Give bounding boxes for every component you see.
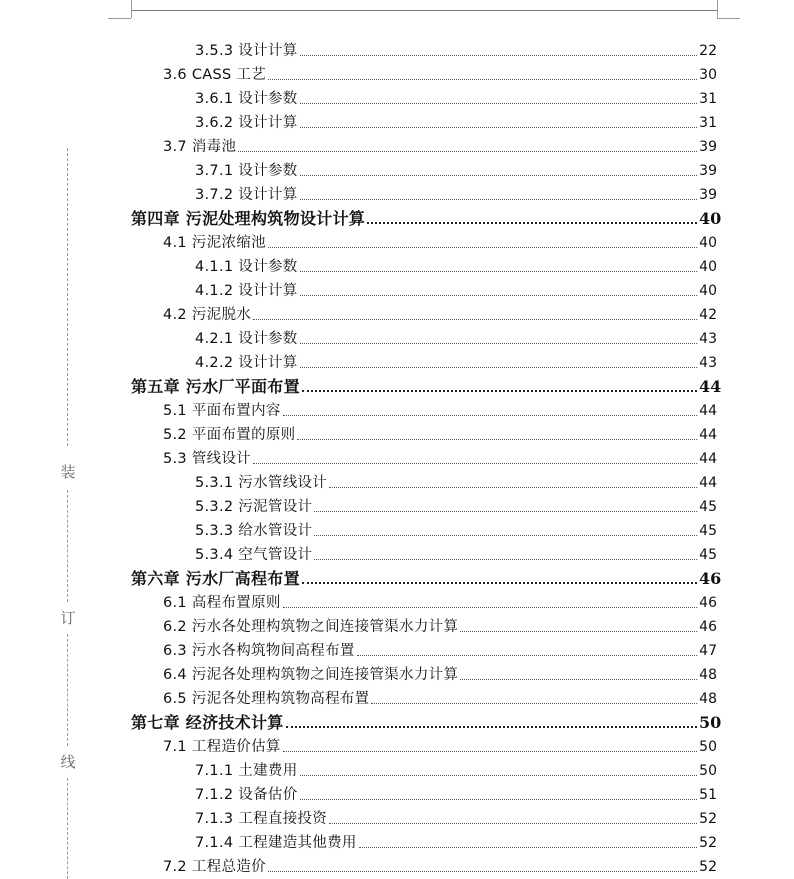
toc-entry-page-number: 45: [699, 523, 717, 539]
toc-entry-page-number: 45: [699, 547, 717, 563]
toc-dot-leader: [268, 247, 697, 248]
toc-entry-page-number: 22: [699, 43, 717, 59]
toc-entry-page-number: 47: [699, 643, 717, 659]
toc-entry[interactable]: [0, 36, 794, 60]
toc-entry-page-number: 44: [699, 427, 717, 443]
toc-entry-title: 6.5 污泥各处理构筑物高程布置: [163, 691, 370, 707]
toc-entry[interactable]: [0, 828, 794, 852]
binding-mark-zhuang: 装: [60, 463, 76, 481]
toc-dot-leader: [268, 79, 697, 80]
toc-dot-leader: [329, 487, 697, 488]
toc-dot-leader: [253, 319, 697, 320]
binding-mark-ding: 订: [60, 609, 76, 627]
toc-entry-page-number: 52: [699, 835, 717, 851]
toc-entry[interactable]: [0, 420, 794, 444]
toc-entry[interactable]: [0, 276, 794, 300]
toc-entry-page-number: 39: [699, 163, 717, 179]
toc-entry-page-number: 45: [699, 499, 717, 515]
toc-entry[interactable]: [0, 180, 794, 204]
toc-entry-title: 第四章 污泥处理构筑物设计计算: [131, 209, 366, 228]
crop-mark-top-left: [131, 0, 132, 18]
toc-entry-title: 7.1.1 土建费用: [195, 763, 298, 779]
toc-entry[interactable]: [0, 372, 794, 396]
toc-entry[interactable]: [0, 300, 794, 324]
toc-entry-page-number: 31: [699, 91, 717, 107]
toc-entry-page-number: 30: [699, 67, 717, 83]
toc-entry-title: 7.1 工程造价估算: [163, 739, 281, 755]
toc-entry-page-number: 39: [699, 139, 717, 155]
toc-entry-title: 4.1 污泥浓缩池: [163, 235, 266, 251]
table-of-contents: [0, 36, 794, 876]
toc-entry[interactable]: [0, 660, 794, 684]
toc-dot-leader: [300, 775, 697, 776]
toc-entry-title: 3.7 消毒池: [163, 139, 237, 155]
toc-dot-leader: [300, 799, 697, 800]
toc-entry-page-number: 42: [699, 307, 717, 323]
toc-dot-leader: [300, 127, 697, 128]
crop-mark-top-right-horizontal: [717, 18, 740, 19]
toc-entry-title: 4.2.1 设计参数: [195, 331, 298, 347]
toc-entry-page-number: 44: [699, 403, 717, 419]
toc-entry-title: 6.1 高程布置原则: [163, 595, 281, 611]
toc-entry[interactable]: [0, 252, 794, 276]
toc-entry-title: 6.3 污水各构筑物间高程布置: [163, 643, 355, 659]
toc-entry[interactable]: [0, 468, 794, 492]
toc-entry-page-number: 44: [699, 475, 717, 491]
toc-dot-leader: [460, 679, 697, 680]
toc-entry[interactable]: [0, 84, 794, 108]
toc-dot-leader: [283, 415, 697, 416]
toc-dot-leader: [286, 726, 697, 728]
toc-entry-title: 3.6.2 设计计算: [195, 115, 298, 131]
toc-dot-leader: [300, 55, 697, 56]
toc-entry-page-number: 46: [699, 569, 722, 588]
toc-entry[interactable]: [0, 609, 794, 636]
toc-entry-title: 7.2 工程总造价: [163, 859, 266, 875]
toc-entry-page-number: 46: [699, 595, 717, 611]
toc-entry-title: 6.2 污水各处理构筑物之间连接管渠水力计算: [163, 619, 459, 635]
toc-entry-title: 7.1.3 工程直接投资: [195, 811, 328, 827]
toc-entry-title: 4.1.2 设计计算: [195, 283, 298, 299]
toc-entry-title: 5.3.1 污水管线设计: [195, 475, 328, 491]
toc-entry-title: 第五章 污水厂平面布置: [131, 377, 300, 396]
toc-dot-leader: [357, 655, 697, 656]
toc-entry-page-number: 31: [699, 115, 717, 131]
toc-entry-page-number: 39: [699, 187, 717, 203]
toc-entry-title: 5.3.3 给水管设计: [195, 523, 313, 539]
toc-entry-title: 4.1.1 设计参数: [195, 259, 298, 275]
toc-entry-title: 7.1.2 设备估价: [195, 787, 298, 803]
toc-entry[interactable]: [0, 324, 794, 348]
toc-entry-page-number: 40: [699, 283, 717, 299]
toc-entry[interactable]: [0, 780, 794, 804]
toc-entry[interactable]: [0, 396, 794, 420]
toc-entry-page-number: 40: [699, 235, 717, 251]
toc-entry-title: 5.3.2 污泥管设计: [195, 499, 313, 515]
toc-entry[interactable]: [0, 204, 794, 228]
toc-entry-title: 5.3 管线设计: [163, 451, 252, 467]
toc-dot-leader: [297, 439, 697, 440]
toc-entry-page-number: 43: [699, 355, 717, 371]
toc-entry-page-number: 50: [699, 713, 722, 732]
page-top-border: [131, 10, 717, 11]
toc-dot-leader: [314, 511, 697, 512]
toc-entry-title: 4.2 污泥脱水: [163, 307, 252, 323]
toc-entry-title: 6.4 污泥各处理构筑物之间连接管渠水力计算: [163, 667, 459, 683]
toc-dot-leader: [300, 199, 697, 200]
toc-dot-leader: [367, 222, 697, 224]
toc-dot-leader: [238, 151, 697, 152]
toc-dot-leader: [460, 631, 697, 632]
toc-dot-leader: [300, 343, 697, 344]
toc-entry-page-number: 48: [699, 691, 717, 707]
toc-entry-title: 第七章 经济技术计算: [131, 713, 284, 732]
toc-dot-leader: [302, 390, 697, 392]
toc-dot-leader: [329, 823, 697, 824]
toc-entry[interactable]: [0, 132, 794, 156]
toc-entry-page-number: 44: [699, 451, 717, 467]
toc-entry[interactable]: [0, 708, 794, 732]
toc-dot-leader: [359, 847, 697, 848]
toc-entry-page-number: 40: [699, 259, 717, 275]
toc-entry[interactable]: [0, 753, 794, 780]
toc-entry[interactable]: [0, 444, 794, 468]
toc-entry[interactable]: [0, 564, 794, 588]
toc-entry-page-number: 50: [699, 763, 717, 779]
toc-dot-leader: [253, 463, 697, 464]
toc-entry-title: 第六章 污水厂高程布置: [131, 569, 300, 588]
toc-dot-leader: [283, 607, 697, 608]
toc-dot-leader: [300, 175, 697, 176]
toc-entry-page-number: 43: [699, 331, 717, 347]
toc-entry[interactable]: [0, 156, 794, 180]
toc-entry[interactable]: [0, 852, 794, 876]
toc-entry[interactable]: [0, 492, 794, 516]
toc-entry-title: 3.7.1 设计参数: [195, 163, 298, 179]
toc-entry-page-number: 44: [699, 377, 722, 396]
toc-entry[interactable]: [0, 636, 794, 660]
toc-entry-title: 3.6 CASS 工艺: [163, 67, 267, 83]
toc-entry-title: 5.2 平面布置的原则: [163, 427, 296, 443]
crop-mark-top-right: [717, 0, 718, 18]
toc-entry-title: 5.3.4 空气管设计: [195, 547, 313, 563]
toc-entry-title: 5.1 平面布置内容: [163, 403, 281, 419]
toc-dot-leader: [283, 751, 697, 752]
toc-entry[interactable]: [0, 60, 794, 84]
toc-entry-title: 7.1.4 工程建造其他费用: [195, 835, 357, 851]
toc-dot-leader: [302, 582, 697, 584]
toc-entry[interactable]: [0, 804, 794, 828]
toc-entry-title: 3.7.2 设计计算: [195, 187, 298, 203]
toc-entry-title: 3.5.3 设计计算: [195, 43, 298, 59]
toc-entry-page-number: 40: [699, 209, 722, 228]
toc-entry-page-number: 51: [699, 787, 717, 803]
toc-dot-leader: [314, 535, 697, 536]
toc-entry-page-number: 46: [699, 619, 717, 635]
toc-entry-page-number: 50: [699, 739, 717, 755]
toc-entry[interactable]: [0, 228, 794, 252]
binding-mark-xian: 线: [60, 753, 76, 771]
toc-dot-leader: [268, 871, 697, 872]
toc-dot-leader: [314, 559, 697, 560]
toc-entry-title: 4.2.2 设计计算: [195, 355, 298, 371]
toc-dot-leader: [300, 367, 697, 368]
toc-entry[interactable]: [0, 684, 794, 708]
toc-entry[interactable]: [0, 348, 794, 372]
toc-entry[interactable]: [0, 588, 794, 612]
toc-entry[interactable]: [0, 108, 794, 132]
toc-entry[interactable]: [0, 540, 794, 564]
toc-entry-page-number: 48: [699, 667, 717, 683]
toc-entry[interactable]: [0, 516, 794, 540]
toc-entry[interactable]: [0, 732, 794, 756]
toc-entry-page-number: 52: [699, 859, 717, 875]
crop-mark-top-left-horizontal: [108, 18, 131, 19]
toc-dot-leader: [300, 295, 697, 296]
toc-entry-page-number: 52: [699, 811, 717, 827]
toc-dot-leader: [300, 103, 697, 104]
toc-dot-leader: [371, 703, 697, 704]
toc-dot-leader: [300, 271, 697, 272]
toc-entry-title: 3.6.1 设计参数: [195, 91, 298, 107]
